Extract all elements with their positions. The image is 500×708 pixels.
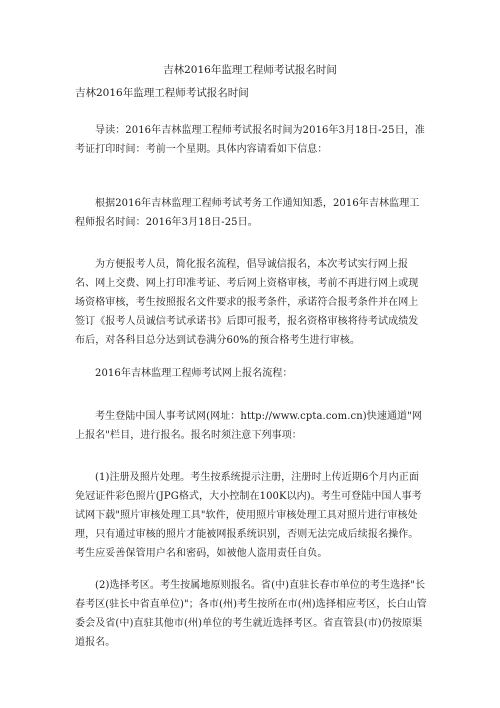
intro-paragraph: 导读：2016年吉林监理工程师考试报名时间为2016年3月18日-25日，准考证打印时间：考前一个星期。具体内容请看如下信息： — [75, 125, 425, 155]
item-registration-photo: (1)注册及照片处理。考生按系统提示注册，注册时上传近期6个月内正面免冠证件彩色照片(JPG格式，大小控制在100K以内)。考生可登陆中国人事考试网下载"照片审核处理工具"软件，使用照片审核处理工具对照片进行审核处理，只有通过审核的照片才能被网报系统识别，否则无法完成后续报名操作。考生应妥善保管用户名和密码，如被他人盗用责任自负。 — [75, 472, 422, 559]
registration-policy-paragraph: 为方便报考人员，简化报名流程，倡导诚信报名，本次考试实行网上报名、网上交费、网上打印准考证、考后网上资格审核，考前不再进行网上或现场资格审核，考生按照报名文件要求的报考条件，承诺符合报考条件并在网上签订《报考人员诚信考试承诺书》后即可报考，报名资格审核将待考试成绩发布后，对各科目总分达到试卷满分60%的预合格考生进行审核。 — [75, 259, 419, 346]
item-select-exam-area: (2)选择考区。考生按属地原则报名。省(中)直驻长春市单位的考生选择"长春考区(驻长中省直单位)"；各市(州)考生按所在市(州)选择相应考区，长白山管委会及省(中)直驻其他市(州)单位的考生就近选择考区。省直管县(市)仍按原渠道报名。 — [75, 580, 427, 648]
registration-date-paragraph: 根据2016年吉林监理工程师考试考务工作通知知悉，2016年吉林监理工程师报名时间：2016年3月18日-25日。 — [75, 198, 420, 228]
process-heading: 2016年吉林监理工程师考试网上报名流程： — [95, 368, 293, 379]
login-instructions-paragraph: 考生登陆中国人事考试网(网址：http://www.cpta.com.cn)快速通道"网上报名"栏目，进行报名。报名时须注意下列事项： — [75, 411, 422, 441]
document-subtitle: 吉林2016年监理工程师考试报名时间 — [75, 87, 249, 99]
document-title: 吉林2016年监理工程师考试报名时间 — [163, 64, 337, 76]
